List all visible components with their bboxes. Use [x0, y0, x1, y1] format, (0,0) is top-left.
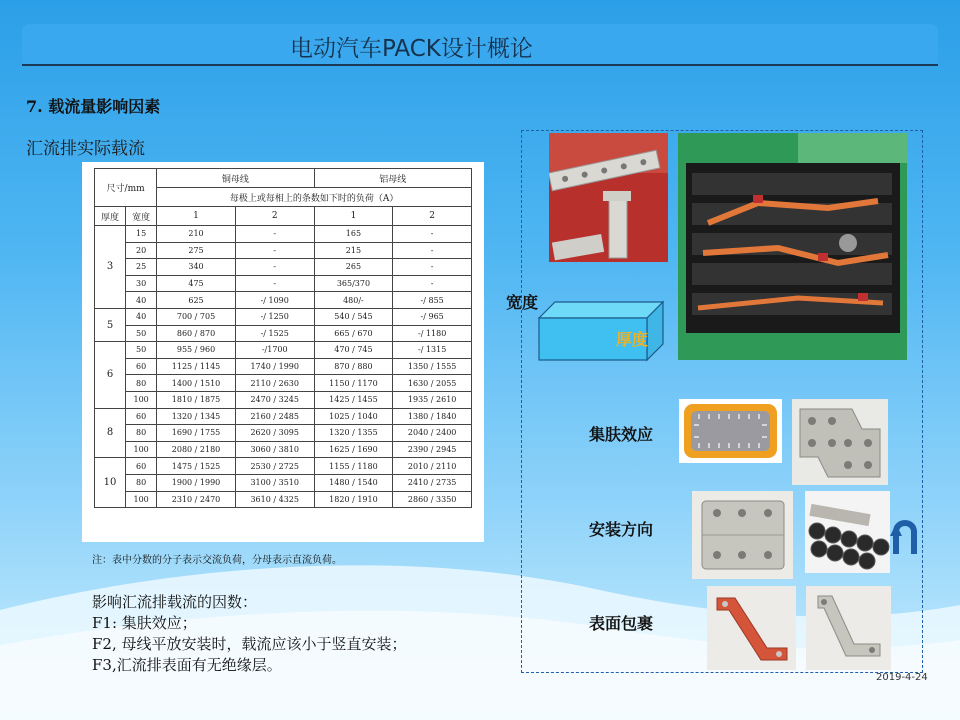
table-row	[95, 226, 472, 243]
ampacity-cell: 1400 / 1510	[157, 375, 236, 392]
ampacity-cell: 2620 / 3095	[235, 425, 314, 442]
ampacity-table	[94, 168, 472, 508]
header-thickness: 厚度	[95, 207, 126, 226]
ampacity-cell: 1935 / 2610	[393, 391, 472, 408]
ampacity-cell: 365/370	[314, 275, 393, 292]
subtitle: 汇流排实际载流	[26, 139, 145, 159]
ampacity-cell: 1320 / 1345	[157, 408, 236, 425]
header-count: 1	[314, 207, 393, 226]
width-cell: 40	[126, 308, 157, 325]
battery-pack-photo	[678, 133, 907, 360]
ampacity-cell: 1150 / 1170	[314, 375, 393, 392]
ampacity-cell: 1820 / 1910	[314, 491, 393, 508]
ampacity-cell: 2860 / 3350	[393, 491, 472, 508]
width-cell: 100	[126, 441, 157, 458]
ampacity-cell: 1380 / 1840	[393, 408, 472, 425]
ampacity-cell: -/ 855	[393, 292, 472, 309]
width-cell: 25	[126, 259, 157, 276]
ampacity-cell: 1155 / 1180	[314, 458, 393, 475]
insulated-busbar-photo	[707, 586, 796, 670]
width-cell: 60	[126, 408, 157, 425]
date-label: 2019-4-24	[876, 672, 928, 683]
width-cell: 100	[126, 391, 157, 408]
header-size: 尺寸/mm	[95, 169, 157, 207]
table-row	[95, 292, 472, 309]
ampacity-cell: 165	[314, 226, 393, 243]
width-cell: 80	[126, 375, 157, 392]
ampacity-cell: 1025 / 1040	[314, 408, 393, 425]
ampacity-cell: -	[235, 259, 314, 276]
factor-item: F3,汇流排表面有无绝缘层。	[92, 656, 282, 674]
ampacity-cell: -/ 1180	[393, 325, 472, 342]
ampacity-cell: -	[393, 275, 472, 292]
width-cell: 80	[126, 474, 157, 491]
ampacity-cell: 1690 / 1755	[157, 425, 236, 442]
thickness-cell: 5	[95, 308, 126, 341]
ampacity-cell: 1625 / 1690	[314, 441, 393, 458]
page-title: 电动汽车PACK设计概论	[290, 36, 533, 62]
width-cell: 60	[126, 458, 157, 475]
ampacity-cell: 700 / 705	[157, 308, 236, 325]
ampacity-cell: -	[235, 275, 314, 292]
table-row	[95, 242, 472, 259]
ampacity-cell: 2010 / 2110	[393, 458, 472, 475]
skin-effect-diagram	[679, 399, 782, 463]
ampacity-cell: 1425 / 1455	[314, 391, 393, 408]
table-row	[95, 391, 472, 408]
cells-busbar-photo	[805, 491, 890, 573]
ampacity-cell: 625	[157, 292, 236, 309]
ampacity-cell: 540 / 545	[314, 308, 393, 325]
ampacity-cell: -	[235, 242, 314, 259]
ampacity-cell: -/ 1250	[235, 308, 314, 325]
ampacity-cell: 3100 / 3510	[235, 474, 314, 491]
install-direction-label: 安装方向	[589, 520, 654, 539]
section-heading: 7. 载流量影响因素	[26, 97, 161, 116]
ampacity-cell: 1125 / 1145	[157, 358, 236, 375]
header-load: 每极上或每相上的条数如下时的负荷（A）	[157, 188, 472, 207]
ampacity-cell: 340	[157, 259, 236, 276]
table-note: 注：表中分数的分子表示交流负荷，分母表示直流负荷。	[92, 555, 342, 566]
ampacity-cell: 2040 / 2400	[393, 425, 472, 442]
ampacity-cell: -/ 1525	[235, 325, 314, 342]
ampacity-cell: -	[235, 226, 314, 243]
rotate-arrow-icon	[890, 514, 920, 558]
width-cell: 15	[126, 226, 157, 243]
factors-list	[92, 592, 407, 676]
table-row	[95, 342, 472, 359]
surface-wrap-label: 表面包裹	[589, 614, 654, 633]
ampacity-cell: 665 / 670	[314, 325, 393, 342]
ampacity-cell: 2310 / 2470	[157, 491, 236, 508]
ampacity-cell: 1900 / 1990	[157, 474, 236, 491]
header-aluminum: 铝母线	[314, 169, 471, 188]
bent-busbar-photo	[792, 399, 888, 485]
width-cell: 20	[126, 242, 157, 259]
ampacity-cell: 1810 / 1875	[157, 391, 236, 408]
header-count: 2	[235, 207, 314, 226]
ampacity-cell: 210	[157, 226, 236, 243]
thickness-cell: 10	[95, 458, 126, 508]
ampacity-cell: 215	[314, 242, 393, 259]
ampacity-cell: 2160 / 2485	[235, 408, 314, 425]
ampacity-table-card	[82, 162, 484, 542]
ampacity-cell: 3610 / 4325	[235, 491, 314, 508]
factors-heading: 影响汇流排载流的因数：	[92, 593, 258, 611]
ampacity-cell: 2410 / 2735	[393, 474, 472, 491]
ampacity-cell: -	[393, 242, 472, 259]
ampacity-cell: 860 / 870	[157, 325, 236, 342]
ampacity-cell: 480/-	[314, 292, 393, 309]
width-label: 宽度	[506, 293, 539, 312]
width-cell: 80	[126, 425, 157, 442]
width-cell: 50	[126, 325, 157, 342]
ampacity-cell: 2110 / 2630	[235, 375, 314, 392]
table-row	[95, 458, 472, 475]
table-row	[95, 259, 472, 276]
table-row	[95, 325, 472, 342]
table-row	[95, 425, 472, 442]
header-count: 2	[393, 207, 472, 226]
width-cell: 50	[126, 342, 157, 359]
thickness-cell: 8	[95, 408, 126, 458]
ampacity-cell: -/ 1090	[235, 292, 314, 309]
table-row	[95, 491, 472, 508]
thickness-cell: 6	[95, 342, 126, 408]
ampacity-cell: 870 / 880	[314, 358, 393, 375]
ampacity-cell: 955 / 960	[157, 342, 236, 359]
table-row	[95, 474, 472, 491]
ampacity-cell: 1320 / 1355	[314, 425, 393, 442]
table-row	[95, 358, 472, 375]
ampacity-cell: 2470 / 3245	[235, 391, 314, 408]
ampacity-cell: -	[393, 226, 472, 243]
ampacity-cell: 1480 / 1540	[314, 474, 393, 491]
bare-busbar-photo	[806, 586, 891, 670]
width-cell: 30	[126, 275, 157, 292]
header-width: 宽度	[126, 207, 157, 226]
ampacity-cell: 1630 / 2055	[393, 375, 472, 392]
table-row	[95, 275, 472, 292]
width-cell: 100	[126, 491, 157, 508]
ampacity-cell: 2530 / 2725	[235, 458, 314, 475]
header-count: 1	[157, 207, 236, 226]
width-cell: 40	[126, 292, 157, 309]
ampacity-cell: 475	[157, 275, 236, 292]
table-row	[95, 375, 472, 392]
skin-effect-label: 集肤效应	[589, 425, 654, 444]
ampacity-cell: -	[393, 259, 472, 276]
factor-item: F1: 集肤效应；	[92, 614, 197, 632]
ampacity-cell: 470 / 745	[314, 342, 393, 359]
ampacity-cell: 265	[314, 259, 393, 276]
ampacity-cell: -/ 965	[393, 308, 472, 325]
ampacity-cell: -/1700	[235, 342, 314, 359]
table-row	[95, 441, 472, 458]
thickness-cell: 3	[95, 226, 126, 309]
ampacity-cell: 1350 / 1555	[393, 358, 472, 375]
ampacity-cell: 2080 / 2180	[157, 441, 236, 458]
busbar-photo	[549, 133, 668, 262]
ampacity-cell: 2390 / 2945	[393, 441, 472, 458]
table-row	[95, 308, 472, 325]
ampacity-cell: -/ 1315	[393, 342, 472, 359]
ampacity-cell: 275	[157, 242, 236, 259]
thickness-label: 厚度	[616, 330, 649, 349]
ampacity-cell: 1475 / 1525	[157, 458, 236, 475]
factor-item: F2, 母线平放安装时，载流应该小于竖直安装；	[92, 635, 407, 653]
ampacity-cell: 1740 / 1990	[235, 358, 314, 375]
width-cell: 60	[126, 358, 157, 375]
flat-busbar-photo	[692, 491, 793, 579]
header-copper: 铜母线	[157, 169, 314, 188]
ampacity-cell: 3060 / 3810	[235, 441, 314, 458]
table-row	[95, 408, 472, 425]
